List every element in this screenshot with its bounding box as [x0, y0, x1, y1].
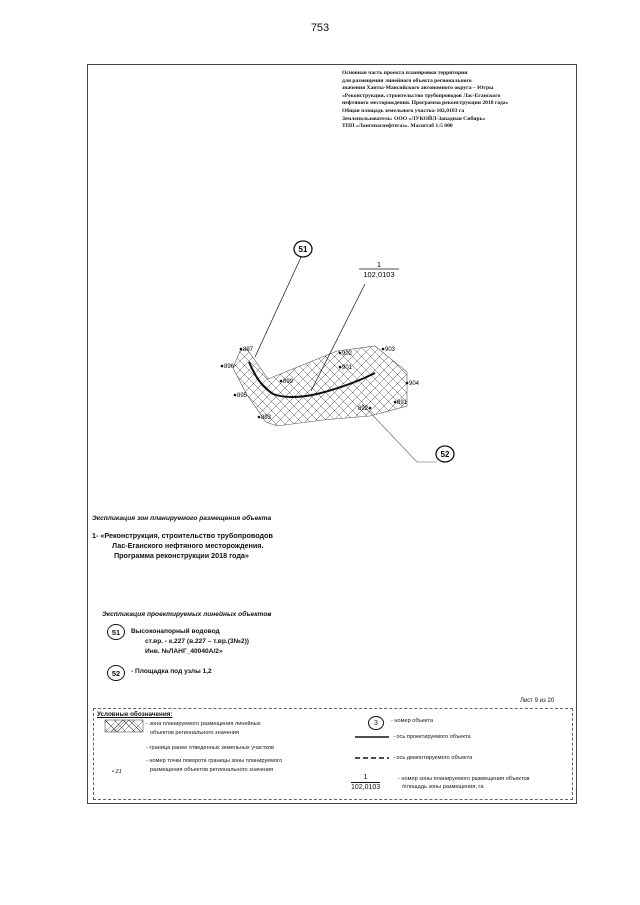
turning-point-dot: [234, 394, 237, 397]
turning-point-dot: [339, 352, 342, 355]
turning-point-label: 902: [342, 351, 353, 357]
object-52-description: - Площадка под узлы 1,2: [131, 668, 212, 675]
sheet-number-label: Лист 9 из 20: [520, 698, 555, 704]
explication-zones-title: Экспликация зон планируемого размещения объекта: [92, 515, 272, 522]
page-number: 753: [310, 22, 330, 34]
turning-point-dot: [240, 348, 243, 351]
planned-zone-polygon: [233, 346, 407, 426]
explication-linear-title: Экспликация проектируемых линейных объектов: [102, 611, 272, 618]
title-line: нефтяного месторождения. Программа реконструкции 2018 года»: [342, 100, 509, 107]
zone-number: 1: [376, 260, 382, 269]
legend-point-line: размещения объектов регионального значения: [150, 767, 274, 773]
legend-zone-number-text: [398, 775, 530, 791]
object-51-description: [131, 627, 249, 657]
legend-zone-line: - зона планируемого размещения линейных: [146, 721, 261, 727]
legend-zone-line: объектов регионального значения: [150, 730, 239, 736]
legend-zone-number-symbol: [351, 773, 380, 792]
turning-point-dot: [382, 348, 385, 351]
object-51-line: Высоконапорный водовод: [131, 628, 220, 635]
turning-point-label: 904: [409, 381, 420, 387]
turning-point-dot: [221, 365, 224, 368]
legend-zone-number-bottom: 102,0103: [351, 784, 381, 791]
title-line: Землепользователь: ООО «ЛУКОЙЛ-Западная Сибирь»: [342, 115, 486, 122]
map-drawing: [87, 64, 577, 484]
turning-point-label: 901: [342, 365, 353, 371]
explication-zone-line: Лас-Еганского нефтяного месторождения.: [112, 541, 264, 550]
title-line: Основная часть проекта планировки территории: [342, 70, 468, 76]
legend-zone-number-top: 1: [363, 774, 368, 781]
turning-point-dot: [339, 366, 342, 369]
marker-52-label: 52: [440, 450, 450, 459]
object-52-marker: 52: [107, 665, 125, 681]
explication-zone-line: 1- «Реконструкция, строительство трубопроводов: [92, 531, 273, 540]
legend-axis-text: - ось проектируемого объекта: [393, 734, 471, 740]
explication-zones-text: [92, 531, 273, 561]
turning-point-label: 899: [283, 379, 294, 385]
legend-zone-number-line: /площадь зоны размещения, га: [402, 784, 484, 790]
turning-point-label: 893: [261, 415, 272, 421]
turning-point-label: 892: [357, 406, 368, 412]
legend-point-text: [146, 757, 282, 775]
leader-line-51: [255, 255, 302, 357]
turning-point-dot: [258, 416, 261, 419]
legend-title: Условные обозначения:: [97, 711, 173, 718]
turning-point-label: 895: [237, 393, 248, 399]
turning-point-label: 891: [397, 400, 408, 406]
legend-point-symbol: • 21: [112, 769, 122, 775]
legend-point-line: - номер точки поворота границы зоны планируемого: [146, 758, 283, 764]
turning-point-dot: [280, 380, 283, 383]
turning-point-dot: [406, 382, 409, 385]
title-line: «Реконструкция, строительство трубопроводов Лас-Еганского: [342, 92, 501, 99]
title-line: ТПП «Лангепаснефтегаз». Масштаб 1:5 000: [342, 123, 453, 130]
object-51-marker: 51: [107, 624, 125, 640]
marker-51-label: 51: [298, 245, 308, 254]
explication-zone-line: Программа реконструкции 2018 года»: [114, 551, 249, 560]
legend-object-number-text: - номер объекта: [391, 718, 434, 724]
zone-area: 102,0103: [363, 270, 395, 279]
title-line: Общая площадь земельного участка-102,0103 га: [342, 107, 465, 114]
legend-object-number-icon: 3: [368, 716, 384, 730]
legend-dismantle-text: - ось демонтируемого объекта: [393, 755, 473, 761]
legend-zone-text: [146, 720, 261, 738]
object-51-line: ст.вр. - к.227 (в.227 – т.вр.(3№2)): [145, 638, 249, 645]
object-51-line: Инв. №ЛАНГ_40040А/2»: [145, 648, 223, 655]
turning-point-dot: [394, 401, 397, 404]
title-line: для размещения линейного объекта регионального: [342, 77, 472, 84]
turning-point-label: 897: [243, 347, 254, 353]
title-line: значения Ханты-Мансийского автономного округа – Югры: [342, 85, 494, 92]
turning-point-label: 896: [224, 364, 235, 370]
turning-point-label: 903: [385, 347, 396, 353]
turning-point-dot: [369, 407, 372, 410]
legend-zone-number-line: - номер зоны планируемого размещения объектов: [398, 776, 530, 782]
legend-boundary-text: - граница ранее отведенных земельных участков: [146, 745, 275, 751]
